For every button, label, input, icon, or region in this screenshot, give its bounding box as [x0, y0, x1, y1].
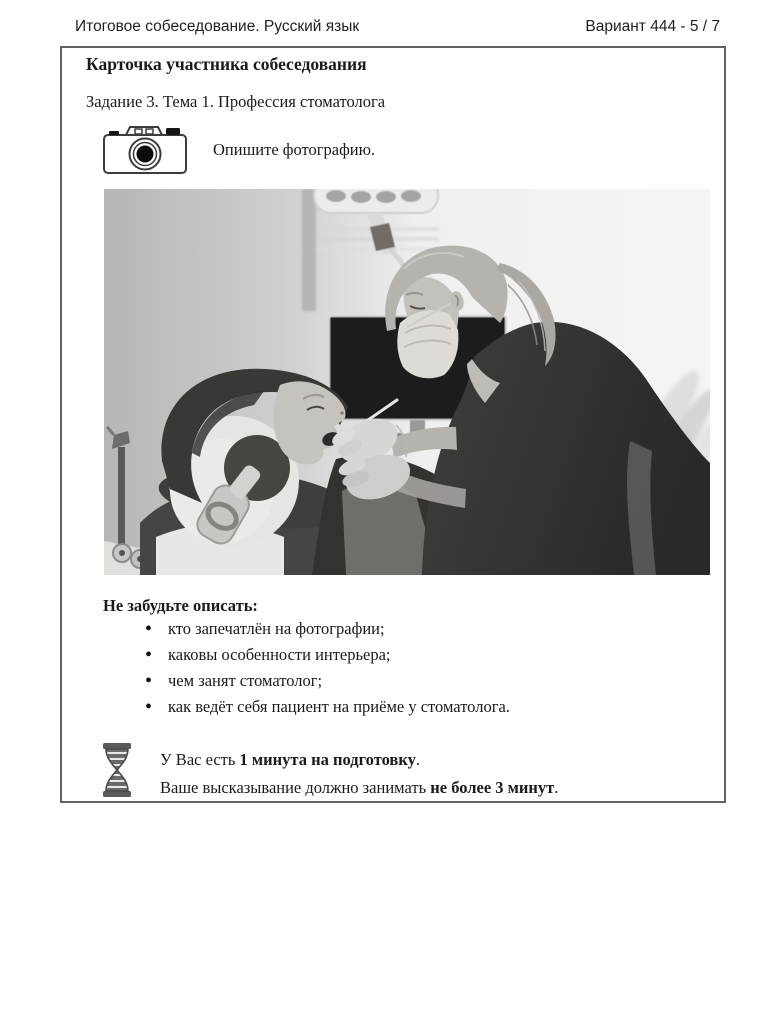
- hourglass-icon: [100, 742, 134, 798]
- checklist-item: • чем занят стоматолог;: [103, 668, 663, 694]
- checklist-item: • кто запечатлён на фотографии;: [103, 616, 663, 642]
- checklist-heading: Не забудьте описать:: [103, 596, 258, 615]
- participant-card: [60, 46, 726, 803]
- card-title: Карточка участника собеседования: [86, 54, 367, 74]
- photo-instruction: Опишите фотографию.: [213, 140, 376, 159]
- timer-text: [160, 746, 700, 802]
- camera-icon: [102, 124, 188, 176]
- timer-line-1: У Вас есть 1 минута на подготовку.: [160, 750, 420, 769]
- header-course-label: Итоговое собеседование. Русский язык: [75, 18, 360, 35]
- dentist-photo: [104, 189, 710, 575]
- timer-line-2: Ваше высказывание должно занимать не более 3 минут.: [160, 778, 559, 797]
- checklist-item: • как ведёт себя пациент на приёме у стоматолога.: [103, 694, 663, 720]
- task-topic-line: Задание 3. Тема 1. Профессия стоматолога: [86, 92, 386, 111]
- header-variant-label: Вариант 444 - 5 / 7: [585, 18, 720, 35]
- checklist-item: • каковы особенности интерьера;: [103, 642, 663, 668]
- checklist: [103, 616, 663, 720]
